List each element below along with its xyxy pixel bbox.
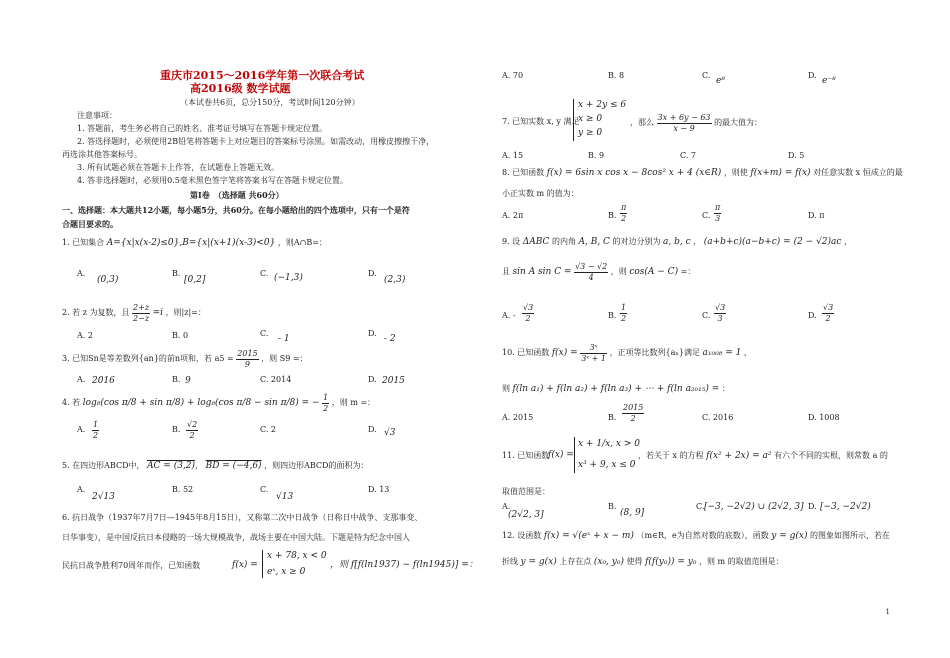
fraction: [236, 349, 258, 370]
option-label: D.: [808, 502, 817, 511]
math-expression: ΔABC: [522, 237, 550, 247]
question-tail: ，则 m =：: [331, 398, 376, 407]
question-stem: 7. 已知实数 x, y 满足: [502, 117, 580, 126]
question-6-line: 民抗日战争胜利70周年而作，已知函数: [62, 561, 201, 570]
question-tail: 有六个不同的实根，则常数 a 的: [774, 451, 888, 460]
denominator: 2: [93, 431, 99, 440]
question-tail: ，则A∩B=：: [277, 238, 327, 247]
question-10: [502, 342, 752, 364]
constraint: x ≥ 0: [578, 114, 603, 124]
math-expression: f(x) =: [548, 450, 574, 460]
option-answer: 2015: [382, 376, 405, 386]
question-9: [502, 236, 852, 248]
option-label: A. 70: [502, 71, 524, 80]
option-answer: [620, 203, 627, 224]
question-8-line2: 小正实数 m 的值为：: [502, 189, 579, 198]
option-label: B.: [608, 311, 617, 320]
option-answer: (2,3): [384, 275, 406, 285]
page-number: 1: [885, 608, 890, 616]
denominator: 2: [825, 314, 831, 323]
option-answer: (2√2, 3]: [508, 510, 544, 520]
option-answer: √13: [276, 492, 294, 502]
fraction: [92, 420, 99, 441]
piecewise-case: x + 1/x, x > 0: [578, 439, 640, 449]
right-column: [490, 0, 930, 658]
option-label: C. 2: [260, 425, 277, 434]
fraction: [714, 203, 721, 224]
option-answer: 2016: [92, 376, 115, 386]
option-label: A.: [77, 485, 86, 494]
notice-item: 再选涂其他答案标号。: [62, 150, 142, 159]
question-stem: 8. 已知函数: [502, 168, 545, 177]
option-label: A.: [77, 425, 86, 434]
option-label: B.: [172, 269, 181, 278]
question-text: ，: [693, 237, 702, 246]
question-mid: ，那么: [630, 118, 654, 127]
option-answer: [714, 203, 721, 224]
denominator: x − 9: [673, 123, 695, 133]
option-label: C.: [702, 71, 711, 80]
question-stem: 10. 已知函数: [502, 348, 550, 357]
denominator: 2: [630, 414, 636, 423]
question-text: 的内角: [551, 237, 576, 246]
numerator: π: [715, 203, 721, 212]
question-7-tail: [630, 112, 762, 134]
option-label: C. 2014: [260, 375, 292, 384]
fraction: [822, 303, 834, 324]
math-expression: sin A sin C =: [512, 267, 572, 277]
math-expression: f(x) = √(eˣ + x − m): [543, 531, 634, 541]
fraction: [322, 393, 329, 414]
option-answer: [92, 420, 99, 441]
piecewise-case: eˣ, x ≥ 0: [267, 567, 306, 577]
option-label: A.: [502, 502, 511, 511]
denominator: 4: [588, 272, 594, 282]
math-expression: f(x+m) = f(x): [750, 168, 811, 178]
piecewise-case: x³ + 9, x ≤ 0: [578, 460, 636, 470]
question-text: 且: [502, 267, 510, 276]
fraction: [620, 303, 627, 324]
option-answer: 2√13: [92, 492, 115, 502]
question-tail: 的最大值为：: [714, 118, 763, 127]
denominator: 3: [717, 314, 723, 323]
denominator: 9: [244, 359, 250, 369]
question-tail: ，: [743, 348, 752, 357]
math-expression: cos(A − C): [629, 267, 679, 277]
question-stem: 9. 设: [502, 237, 521, 246]
numerator: √3: [523, 303, 534, 312]
option-label: B.: [172, 425, 181, 434]
question-stem: 12. 设函数: [502, 531, 542, 540]
piecewise-case: x + 78, x < 0: [267, 551, 327, 561]
question-text: 则: [502, 384, 510, 393]
question-4: [62, 392, 375, 414]
option-answer: (0,3): [97, 275, 119, 285]
numerator: 3x + 6y − 63: [657, 112, 711, 122]
question-3: [62, 348, 308, 370]
left-column: [40, 0, 480, 658]
option-label: C.: [260, 269, 269, 278]
math-expression: f(x) =: [551, 348, 578, 358]
option-label: D.: [368, 269, 377, 278]
question-5: 5. 在四边形ABCD中， AC = (3,2)， BD = (−4,6) ，则四边形ABCD的面积为：: [62, 461, 369, 471]
fraction: [657, 113, 712, 134]
question-stem: 2. 若 z 为复数，且: [62, 308, 130, 317]
numerator: 1: [323, 392, 329, 402]
question-tail: 对任意实数 x 恒成立的最: [813, 168, 903, 177]
math-expression: f(ln a₁) + f(ln a₂) + f(ln a₃) + ⋯ + f(ln a₂₀₁₅) =: [512, 384, 720, 394]
volume-heading: 第Ⅰ卷 （选择题 共60分）: [190, 190, 284, 200]
question-text: 使得: [626, 557, 643, 566]
fraction: [132, 303, 150, 324]
numerator: √2: [187, 420, 198, 429]
question-text: ，: [844, 237, 852, 246]
option-answer: e⁸: [716, 76, 725, 86]
option-answer: [620, 303, 627, 324]
option-answer: (−1,3): [274, 273, 303, 283]
option-answer: [822, 303, 834, 324]
denominator: 3: [715, 214, 721, 223]
question-2: [62, 302, 206, 324]
math-expression: f(x) =: [232, 560, 258, 570]
question-mid: （m∈R，e为自然对数的底数），函数: [636, 531, 769, 540]
question-11-line2: 取值范围是：: [502, 487, 550, 496]
option-label: D. 13: [368, 485, 390, 494]
option-label: D.: [808, 71, 817, 80]
option-label: D. 5: [788, 151, 805, 160]
option-answer: - 1: [278, 334, 290, 344]
option-label: B. 9: [588, 151, 605, 160]
option-answer: [−3, −2√2): [820, 502, 871, 512]
question-text: ：: [721, 384, 730, 393]
vector-bd: BD = (−4,6): [205, 461, 262, 471]
denominator: 2−z: [133, 313, 150, 323]
option-answer: (8, 9]: [620, 508, 645, 518]
option-answer: [−3, −2√2) ∪ (2√2, 3]: [704, 502, 804, 512]
question-12-line2: [502, 556, 784, 568]
denominator: 2: [189, 431, 195, 440]
math-expression: f(f(y₀)) = y₀: [645, 557, 697, 567]
math-expression: f(x² + 2x) = a²: [706, 451, 772, 461]
notice-item: 1. 答题前，考生务必将自己的姓名、准考证号填写在答题卡规定位置。: [77, 124, 328, 133]
notice-item: 2. 答选择题时，必须使用2B铅笔将答题卡上对应题目的答案标号涂黑。如需改动，用橡皮擦擦干净，: [77, 137, 435, 146]
question-text: =：: [680, 267, 696, 276]
option-label: A. -: [502, 311, 516, 320]
question-text: 折线: [502, 557, 518, 566]
numerator: π: [621, 203, 627, 212]
option-label: C. 7: [680, 151, 697, 160]
question-8: [502, 167, 903, 179]
question-tail: ，则 f[f(ln1937) − f(ln1945)] =：: [330, 560, 478, 570]
exam-subtitle: 高2016级 数学试题: [190, 82, 291, 95]
denominator: 2: [621, 314, 627, 323]
option-label: C. 2016: [702, 413, 734, 422]
numerator: 2015: [623, 403, 644, 412]
denominator: 2: [621, 214, 627, 223]
option-label: B. 8: [608, 71, 625, 80]
question-stem: 3. 已知Sn是等差数列{an}的前n项和，若 a5 =: [62, 354, 234, 363]
question-stem: 5. 在四边形ABCD中，: [62, 461, 145, 470]
question-mid: ，正项等比数列{aₙ}满足: [609, 348, 700, 357]
math-expression: log₈(cos π/8 + sin π/8) + log₈(cos π/8 − sin π/8) = −: [82, 398, 320, 408]
option-label: D.: [368, 375, 377, 384]
denominator: 3ˣ + 1: [581, 353, 607, 363]
question-6-line: 日华事变），是中国反抗日本侵略的一场大规模战争，战场主要在中国大陆。下题是特为纪念中国人: [62, 533, 410, 542]
option-answer: [622, 403, 644, 424]
option-label: D.: [808, 311, 817, 320]
fraction: [574, 262, 608, 283]
question-9-line2: [502, 261, 695, 283]
notice-item: 4. 答非选择题时，必须用0.5毫米黑色签字笔将答案书写在答题卡规定位置。: [77, 176, 348, 185]
option-label: B.: [608, 211, 617, 220]
option-label: A. 2015: [502, 413, 534, 422]
section-heading: 一、选择题：本大题共12小题，每小题5分，共60分。在每小题给出的四个选项中，只有一个是符: [62, 205, 410, 215]
question-6-line: 6. 抗日战争（1937年7月7日—1945年8月15日），又称第二次中日战争（日称日中战争、支那事变、: [62, 513, 423, 522]
numerator: √3: [715, 303, 726, 312]
option-label: D. 1008: [808, 413, 840, 422]
option-answer: 9: [185, 376, 191, 386]
constraint: x + 2y ≤ 6: [578, 100, 627, 110]
option-label: A.: [77, 269, 86, 278]
option-answer: - 2: [384, 334, 396, 344]
fraction: [714, 303, 726, 324]
fraction: [622, 403, 644, 424]
option-label: C.: [260, 485, 269, 494]
option-label: B.: [608, 413, 617, 422]
option-label: B. 52: [172, 485, 194, 494]
notice-heading: 注意事项：: [77, 111, 117, 120]
question-text: ，则: [610, 267, 627, 276]
option-label: B.: [608, 502, 617, 511]
question-11-tail: [638, 450, 888, 462]
option-label: A. 2: [77, 331, 93, 340]
question-10-line2: [502, 383, 730, 395]
option-label: D.: [368, 425, 377, 434]
option-label: C.: [702, 311, 711, 320]
exam-note: （本试卷共6页，总分150分，考试时间120分钟）: [180, 98, 360, 107]
option-label: A. 2π: [502, 211, 524, 220]
option-answer: [186, 420, 198, 441]
option-label: B.: [172, 375, 181, 384]
option-answer: √3: [384, 428, 396, 438]
option-answer: [0,2]: [184, 275, 206, 285]
piecewise-brace: [574, 437, 575, 473]
fraction: [186, 420, 198, 441]
exam-title: 重庆市2015～2016学年第一次联合考试: [160, 69, 365, 82]
question-text: 的对边分别为: [612, 237, 661, 246]
question-stem: 4. 若: [62, 398, 81, 407]
numerator: 2015: [237, 348, 258, 358]
question-1: [62, 237, 327, 249]
math-expression: f(x) = 6sin x cos x − 8cos² x + 4 (x∈R): [546, 168, 722, 178]
question-text: ，则 m 的取值范围是：: [698, 557, 784, 566]
vector-ac: AC = (3,2): [147, 461, 196, 471]
numerator: 1: [93, 420, 99, 429]
numerator: 1: [621, 303, 627, 312]
option-answer: [522, 303, 534, 324]
option-label: A. 15: [502, 151, 524, 160]
math-expression: y = g(x): [520, 557, 557, 567]
question-mid: ，则使: [723, 168, 748, 177]
question-tail: 的图象如图所示，若在: [810, 531, 891, 540]
denominator: 2: [525, 314, 531, 323]
math-expression: a, b, c: [663, 237, 691, 247]
denominator: 2: [323, 403, 329, 413]
numerator: √3: [823, 303, 834, 312]
question-stem: 11. 已知函数: [502, 451, 550, 460]
question-tail: ，则 S9 =：: [261, 354, 308, 363]
question-tail: ，则|z|=：: [165, 308, 206, 317]
fraction: [522, 303, 534, 324]
fraction: [620, 203, 627, 224]
math-expression: y = g(x): [771, 531, 808, 541]
numerator: 2+z: [133, 302, 150, 312]
math-expression: A, B, C: [578, 237, 610, 247]
notice-item: 3. 所有试题必须在答题卡上作答，在试题卷上答题无效。: [77, 163, 280, 172]
section-heading: 合题目要求的。: [62, 219, 118, 229]
question-12: [502, 530, 890, 542]
math-expression: a₁₀₀₈ = 1: [702, 348, 742, 358]
option-label: C.: [260, 329, 269, 338]
question-stem: 1. 已知集合: [62, 238, 105, 247]
numerator: 3ˣ: [580, 343, 607, 354]
numerator: √3 − √2: [575, 261, 608, 271]
option-answer: [714, 303, 726, 324]
piecewise-brace: [262, 550, 263, 578]
constraint-brace: [573, 99, 574, 141]
fraction: [580, 343, 607, 364]
option-answer: e⁻⁸: [822, 76, 836, 86]
option-label: B. 0: [172, 331, 189, 340]
option-label: D. π: [808, 211, 825, 220]
math-expression: =i: [152, 308, 164, 318]
option-label: C.: [702, 211, 711, 220]
math-expression: A={x|x(x-2)≤0},B={x|(x+1)(x-3)<0}: [106, 238, 276, 248]
question-tail: ，则四边形ABCD的面积为：: [264, 461, 369, 470]
question-mid: ，若关于 x 的方程: [638, 451, 704, 460]
option-label: A.: [77, 375, 86, 384]
question-text: 上存在点: [559, 557, 592, 566]
option-label: D.: [368, 329, 377, 338]
option-label: C.: [696, 502, 705, 511]
constraint: y ≥ 0: [578, 128, 603, 138]
math-expression: (x₀, y₀): [593, 557, 624, 567]
math-expression: (a+b+c)(a−b+c) = (2 − √2)ac: [703, 237, 842, 247]
